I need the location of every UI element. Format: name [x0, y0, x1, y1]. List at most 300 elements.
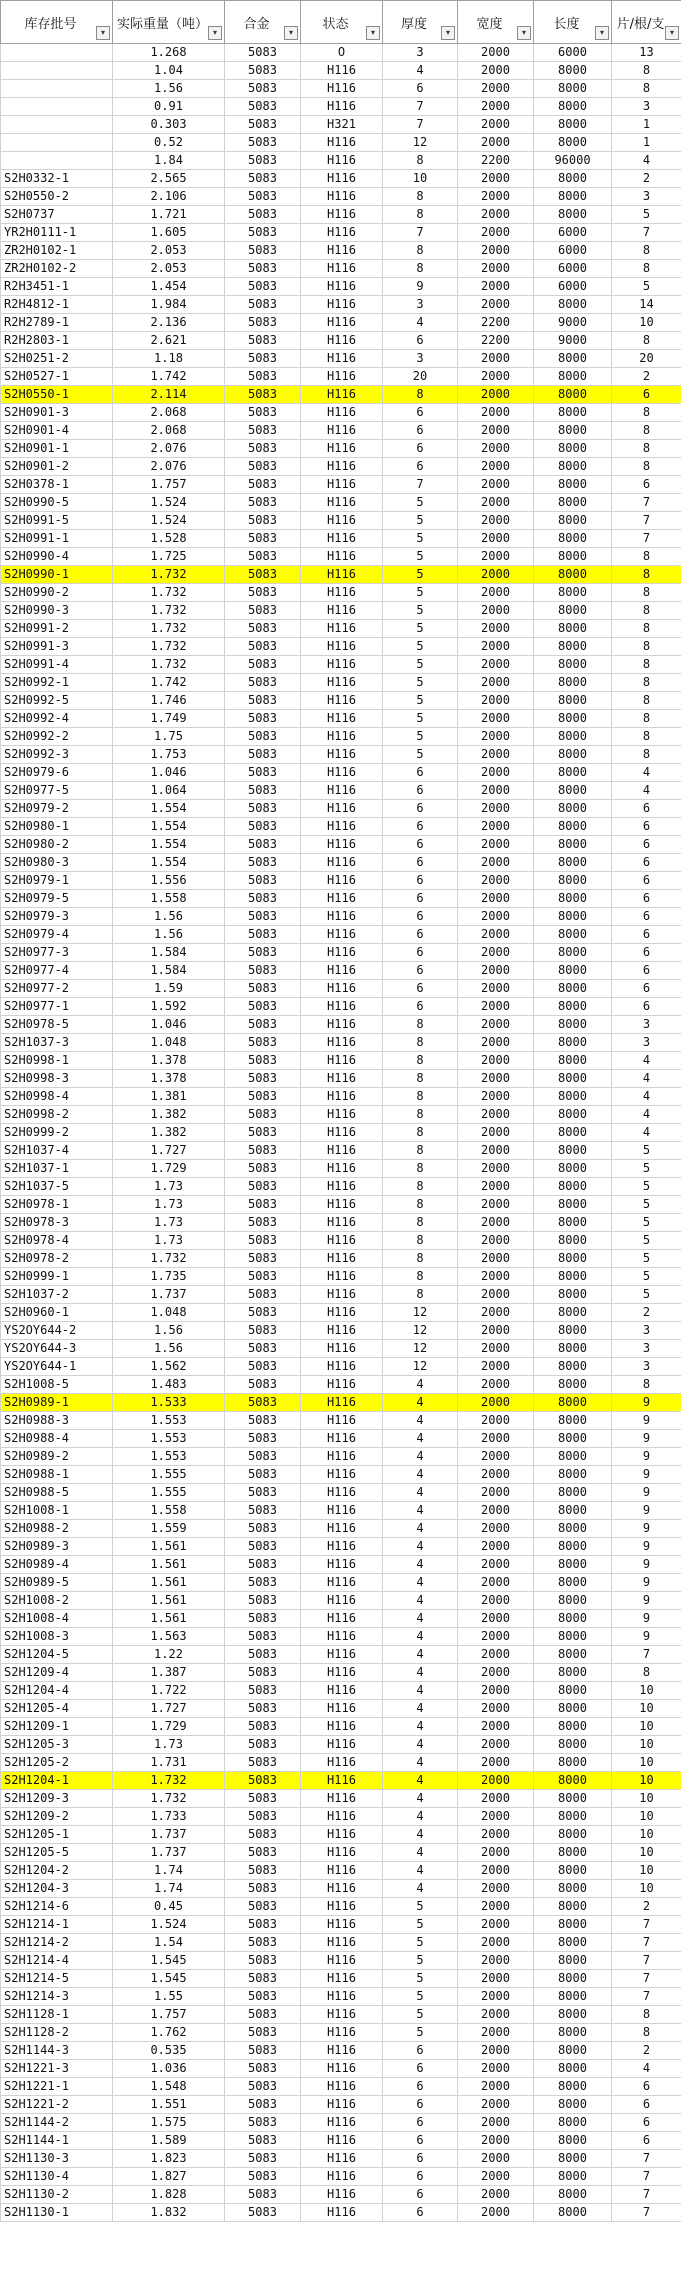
alloy-cell[interactable]: 5083: [225, 926, 301, 944]
pieces-cell[interactable]: 10: [612, 1880, 681, 1898]
batch-no-cell[interactable]: S2H0550-2: [1, 188, 113, 206]
length-cell[interactable]: 8000: [534, 998, 612, 1016]
alloy-cell[interactable]: 5083: [225, 224, 301, 242]
alloy-cell[interactable]: 5083: [225, 1466, 301, 1484]
pieces-cell[interactable]: 10: [612, 314, 681, 332]
weight-cell[interactable]: 1.732: [113, 566, 225, 584]
batch-no-cell[interactable]: S2H0978-5: [1, 1016, 113, 1034]
weight-cell[interactable]: 1.046: [113, 1016, 225, 1034]
batch-no-cell[interactable]: S2H0991-2: [1, 620, 113, 638]
length-cell[interactable]: 8000: [534, 1736, 612, 1754]
temper-cell[interactable]: H116: [301, 1556, 383, 1574]
alloy-cell[interactable]: 5083: [225, 1538, 301, 1556]
alloy-cell[interactable]: 5083: [225, 1484, 301, 1502]
thickness-cell[interactable]: 8: [383, 152, 458, 170]
weight-cell[interactable]: 0.303: [113, 116, 225, 134]
length-cell[interactable]: 8000: [534, 1322, 612, 1340]
width-cell[interactable]: 2000: [458, 1160, 534, 1178]
alloy-cell[interactable]: 5083: [225, 692, 301, 710]
pieces-cell[interactable]: 6: [612, 890, 681, 908]
length-cell[interactable]: 8000: [534, 98, 612, 116]
table-row[interactable]: [1, 1736, 681, 1754]
batch-no-cell[interactable]: S2H1214-3: [1, 1988, 113, 2006]
table-row[interactable]: [1, 206, 681, 224]
pieces-cell[interactable]: 8: [612, 566, 681, 584]
length-cell[interactable]: 8000: [534, 1556, 612, 1574]
batch-no-cell[interactable]: S2H1204-2: [1, 1862, 113, 1880]
width-cell[interactable]: 2000: [458, 1664, 534, 1682]
width-cell[interactable]: 2000: [458, 2024, 534, 2042]
length-cell[interactable]: 8000: [534, 746, 612, 764]
pieces-cell[interactable]: 7: [612, 2150, 681, 2168]
weight-cell[interactable]: 1.73: [113, 1196, 225, 1214]
alloy-cell[interactable]: 5083: [225, 908, 301, 926]
pieces-cell[interactable]: 8: [612, 602, 681, 620]
length-cell[interactable]: 8000: [534, 692, 612, 710]
temper-cell[interactable]: H116: [301, 1790, 383, 1808]
pieces-cell[interactable]: 5: [612, 1178, 681, 1196]
weight-cell[interactable]: 1.729: [113, 1160, 225, 1178]
batch-no-cell[interactable]: S2H1205-1: [1, 1826, 113, 1844]
pieces-cell[interactable]: 7: [612, 1916, 681, 1934]
alloy-cell[interactable]: 5083: [225, 2150, 301, 2168]
temper-cell[interactable]: H116: [301, 1538, 383, 1556]
thickness-cell[interactable]: 8: [383, 1070, 458, 1088]
table-row[interactable]: [1, 728, 681, 746]
table-row[interactable]: [1, 980, 681, 998]
alloy-cell[interactable]: 5083: [225, 1034, 301, 1052]
weight-cell[interactable]: 1.545: [113, 1952, 225, 1970]
batch-no-cell[interactable]: S2H1008-5: [1, 1376, 113, 1394]
pieces-cell[interactable]: 9: [612, 1520, 681, 1538]
table-row[interactable]: [1, 152, 681, 170]
table-row[interactable]: [1, 800, 681, 818]
temper-cell[interactable]: H116: [301, 1844, 383, 1862]
pieces-cell[interactable]: 8: [612, 728, 681, 746]
alloy-cell[interactable]: 5083: [225, 1574, 301, 1592]
table-row[interactable]: [1, 1880, 681, 1898]
pieces-cell[interactable]: 8: [612, 62, 681, 80]
length-cell[interactable]: 8000: [534, 1088, 612, 1106]
table-row[interactable]: [1, 224, 681, 242]
length-cell[interactable]: 8000: [534, 1862, 612, 1880]
pieces-cell[interactable]: 9: [612, 1484, 681, 1502]
length-cell[interactable]: 8000: [534, 1970, 612, 1988]
thickness-cell[interactable]: 6: [383, 980, 458, 998]
alloy-cell[interactable]: 5083: [225, 800, 301, 818]
batch-no-cell[interactable]: S2H0979-1: [1, 872, 113, 890]
pieces-cell[interactable]: 7: [612, 224, 681, 242]
pieces-cell[interactable]: 6: [612, 800, 681, 818]
alloy-cell[interactable]: 5083: [225, 566, 301, 584]
temper-cell[interactable]: H116: [301, 1124, 383, 1142]
alloy-cell[interactable]: 5083: [225, 1736, 301, 1754]
pieces-cell[interactable]: 8: [612, 242, 681, 260]
batch-no-cell[interactable]: S2H1204-3: [1, 1880, 113, 1898]
weight-cell[interactable]: 1.036: [113, 2060, 225, 2078]
thickness-cell[interactable]: 6: [383, 818, 458, 836]
header-actual-weight[interactable]: [113, 1, 225, 44]
temper-cell[interactable]: H116: [301, 1268, 383, 1286]
batch-no-cell[interactable]: S2H0988-4: [1, 1430, 113, 1448]
temper-cell[interactable]: H116: [301, 1088, 383, 1106]
weight-cell[interactable]: 1.762: [113, 2024, 225, 2042]
width-cell[interactable]: 2000: [458, 1214, 534, 1232]
thickness-cell[interactable]: 4: [383, 1880, 458, 1898]
weight-cell[interactable]: 1.742: [113, 674, 225, 692]
weight-cell[interactable]: 1.561: [113, 1574, 225, 1592]
alloy-cell[interactable]: 5083: [225, 1880, 301, 1898]
width-cell[interactable]: 2000: [458, 170, 534, 188]
pieces-cell[interactable]: 4: [612, 1106, 681, 1124]
pieces-cell[interactable]: 8: [612, 710, 681, 728]
thickness-cell[interactable]: 6: [383, 2204, 458, 2222]
weight-cell[interactable]: 1.73: [113, 1232, 225, 1250]
temper-cell[interactable]: H116: [301, 1736, 383, 1754]
pieces-cell[interactable]: 7: [612, 1952, 681, 1970]
length-cell[interactable]: 8000: [534, 1286, 612, 1304]
width-cell[interactable]: 2000: [458, 854, 534, 872]
table-row[interactable]: [1, 2186, 681, 2204]
weight-cell[interactable]: 1.553: [113, 1412, 225, 1430]
weight-cell[interactable]: 1.563: [113, 1628, 225, 1646]
temper-cell[interactable]: H116: [301, 458, 383, 476]
width-cell[interactable]: 2000: [458, 2006, 534, 2024]
weight-cell[interactable]: 2.621: [113, 332, 225, 350]
weight-cell[interactable]: 2.068: [113, 404, 225, 422]
alloy-cell[interactable]: 5083: [225, 188, 301, 206]
filter-dropdown-icon[interactable]: ▾: [595, 26, 609, 40]
alloy-cell[interactable]: 5083: [225, 1772, 301, 1790]
width-cell[interactable]: 2000: [458, 1106, 534, 1124]
table-row[interactable]: [1, 620, 681, 638]
table-row[interactable]: [1, 1484, 681, 1502]
weight-cell[interactable]: 1.382: [113, 1106, 225, 1124]
batch-no-cell[interactable]: S2H0989-3: [1, 1538, 113, 1556]
table-row[interactable]: [1, 2204, 681, 2222]
pieces-cell[interactable]: 8: [612, 404, 681, 422]
thickness-cell[interactable]: 4: [383, 1610, 458, 1628]
pieces-cell[interactable]: 3: [612, 188, 681, 206]
temper-cell[interactable]: H116: [301, 692, 383, 710]
table-row[interactable]: [1, 80, 681, 98]
thickness-cell[interactable]: 6: [383, 2096, 458, 2114]
pieces-cell[interactable]: 9: [612, 1556, 681, 1574]
thickness-cell[interactable]: 5: [383, 656, 458, 674]
temper-cell[interactable]: H116: [301, 260, 383, 278]
weight-cell[interactable]: 1.545: [113, 1970, 225, 1988]
thickness-cell[interactable]: 8: [383, 188, 458, 206]
alloy-cell[interactable]: 5083: [225, 1754, 301, 1772]
temper-cell[interactable]: H116: [301, 1394, 383, 1412]
table-row[interactable]: [1, 116, 681, 134]
temper-cell[interactable]: H116: [301, 1232, 383, 1250]
pieces-cell[interactable]: 6: [612, 872, 681, 890]
length-cell[interactable]: 8000: [534, 1232, 612, 1250]
pieces-cell[interactable]: 5: [612, 278, 681, 296]
table-row[interactable]: [1, 422, 681, 440]
weight-cell[interactable]: 1.378: [113, 1052, 225, 1070]
table-row[interactable]: [1, 530, 681, 548]
batch-no-cell[interactable]: S2H0979-2: [1, 800, 113, 818]
batch-no-cell[interactable]: [1, 134, 113, 152]
pieces-cell[interactable]: 8: [612, 674, 681, 692]
thickness-cell[interactable]: 6: [383, 764, 458, 782]
batch-no-cell[interactable]: S2H1008-2: [1, 1592, 113, 1610]
table-row[interactable]: [1, 818, 681, 836]
width-cell[interactable]: 2000: [458, 1268, 534, 1286]
table-row[interactable]: [1, 1196, 681, 1214]
table-row[interactable]: [1, 710, 681, 728]
temper-cell[interactable]: H116: [301, 890, 383, 908]
alloy-cell[interactable]: 5083: [225, 2006, 301, 2024]
pieces-cell[interactable]: 10: [612, 1790, 681, 1808]
table-row[interactable]: [1, 1016, 681, 1034]
batch-no-cell[interactable]: S2H0991-1: [1, 530, 113, 548]
thickness-cell[interactable]: 4: [383, 1844, 458, 1862]
thickness-cell[interactable]: 4: [383, 62, 458, 80]
alloy-cell[interactable]: 5083: [225, 1232, 301, 1250]
alloy-cell[interactable]: 5083: [225, 62, 301, 80]
temper-cell[interactable]: H116: [301, 584, 383, 602]
temper-cell[interactable]: H116: [301, 2132, 383, 2150]
weight-cell[interactable]: 1.73: [113, 1736, 225, 1754]
weight-cell[interactable]: 1.483: [113, 1376, 225, 1394]
pieces-cell[interactable]: 10: [612, 1754, 681, 1772]
pieces-cell[interactable]: 7: [612, 1988, 681, 2006]
batch-no-cell[interactable]: S2H1214-1: [1, 1916, 113, 1934]
width-cell[interactable]: 2000: [458, 1772, 534, 1790]
alloy-cell[interactable]: 5083: [225, 620, 301, 638]
batch-no-cell[interactable]: S2H0977-4: [1, 962, 113, 980]
width-cell[interactable]: 2000: [458, 1088, 534, 1106]
weight-cell[interactable]: 1.732: [113, 620, 225, 638]
weight-cell[interactable]: 1.378: [113, 1070, 225, 1088]
alloy-cell[interactable]: 5083: [225, 278, 301, 296]
length-cell[interactable]: 8000: [534, 548, 612, 566]
weight-cell[interactable]: 1.555: [113, 1466, 225, 1484]
thickness-cell[interactable]: 8: [383, 206, 458, 224]
temper-cell[interactable]: H116: [301, 1412, 383, 1430]
temper-cell[interactable]: H116: [301, 926, 383, 944]
width-cell[interactable]: 2000: [458, 242, 534, 260]
thickness-cell[interactable]: 5: [383, 620, 458, 638]
batch-no-cell[interactable]: S2H0992-4: [1, 710, 113, 728]
length-cell[interactable]: 8000: [534, 1880, 612, 1898]
temper-cell[interactable]: H116: [301, 476, 383, 494]
weight-cell[interactable]: 1.732: [113, 1790, 225, 1808]
alloy-cell[interactable]: 5083: [225, 170, 301, 188]
length-cell[interactable]: 8000: [534, 638, 612, 656]
table-row[interactable]: [1, 332, 681, 350]
temper-cell[interactable]: H321: [301, 116, 383, 134]
thickness-cell[interactable]: 8: [383, 1214, 458, 1232]
batch-no-cell[interactable]: S2H0979-5: [1, 890, 113, 908]
batch-no-cell[interactable]: S2H0988-1: [1, 1466, 113, 1484]
batch-no-cell[interactable]: [1, 116, 113, 134]
weight-cell[interactable]: 1.548: [113, 2078, 225, 2096]
pieces-cell[interactable]: 8: [612, 2006, 681, 2024]
pieces-cell[interactable]: 6: [612, 944, 681, 962]
batch-no-cell[interactable]: S2H1204-1: [1, 1772, 113, 1790]
weight-cell[interactable]: 1.737: [113, 1286, 225, 1304]
header-thickness[interactable]: [383, 1, 458, 44]
table-row[interactable]: [1, 1286, 681, 1304]
alloy-cell[interactable]: 5083: [225, 1250, 301, 1268]
temper-cell[interactable]: H116: [301, 278, 383, 296]
temper-cell[interactable]: H116: [301, 2042, 383, 2060]
alloy-cell[interactable]: 5083: [225, 1214, 301, 1232]
thickness-cell[interactable]: 6: [383, 800, 458, 818]
batch-no-cell[interactable]: S2H1130-2: [1, 2186, 113, 2204]
length-cell[interactable]: 8000: [534, 1934, 612, 1952]
pieces-cell[interactable]: 9: [612, 1502, 681, 1520]
temper-cell[interactable]: H116: [301, 2096, 383, 2114]
length-cell[interactable]: 8000: [534, 1574, 612, 1592]
weight-cell[interactable]: 1.727: [113, 1142, 225, 1160]
table-row[interactable]: [1, 458, 681, 476]
pieces-cell[interactable]: 3: [612, 1034, 681, 1052]
thickness-cell[interactable]: 7: [383, 98, 458, 116]
batch-no-cell[interactable]: S2H0978-1: [1, 1196, 113, 1214]
table-row[interactable]: [1, 1862, 681, 1880]
batch-no-cell[interactable]: S2H0991-3: [1, 638, 113, 656]
header-width[interactable]: [458, 1, 534, 44]
pieces-cell[interactable]: 10: [612, 1700, 681, 1718]
table-row[interactable]: [1, 1232, 681, 1250]
weight-cell[interactable]: 1.048: [113, 1034, 225, 1052]
table-row[interactable]: [1, 314, 681, 332]
length-cell[interactable]: 8000: [534, 1916, 612, 1934]
alloy-cell[interactable]: 5083: [225, 602, 301, 620]
width-cell[interactable]: 2000: [458, 116, 534, 134]
length-cell[interactable]: 6000: [534, 224, 612, 242]
thickness-cell[interactable]: 12: [383, 1358, 458, 1376]
pieces-cell[interactable]: 1: [612, 116, 681, 134]
thickness-cell[interactable]: 6: [383, 422, 458, 440]
width-cell[interactable]: 2000: [458, 1178, 534, 1196]
width-cell[interactable]: 2000: [458, 818, 534, 836]
weight-cell[interactable]: 1.56: [113, 908, 225, 926]
thickness-cell[interactable]: 3: [383, 44, 458, 62]
length-cell[interactable]: 6000: [534, 44, 612, 62]
width-cell[interactable]: 2000: [458, 890, 534, 908]
length-cell[interactable]: 8000: [534, 1682, 612, 1700]
temper-cell[interactable]: H116: [301, 530, 383, 548]
alloy-cell[interactable]: 5083: [225, 206, 301, 224]
batch-no-cell[interactable]: S2H0991-5: [1, 512, 113, 530]
width-cell[interactable]: 2000: [458, 1826, 534, 1844]
width-cell[interactable]: 2000: [458, 1052, 534, 1070]
table-row[interactable]: [1, 1502, 681, 1520]
width-cell[interactable]: 2000: [458, 1358, 534, 1376]
weight-cell[interactable]: 1.558: [113, 890, 225, 908]
thickness-cell[interactable]: 4: [383, 1574, 458, 1592]
batch-no-cell[interactable]: S2H1209-4: [1, 1664, 113, 1682]
thickness-cell[interactable]: 8: [383, 260, 458, 278]
length-cell[interactable]: 9000: [534, 332, 612, 350]
thickness-cell[interactable]: 4: [383, 1790, 458, 1808]
width-cell[interactable]: 2000: [458, 296, 534, 314]
table-row[interactable]: [1, 1052, 681, 1070]
table-row[interactable]: [1, 872, 681, 890]
temper-cell[interactable]: H116: [301, 404, 383, 422]
width-cell[interactable]: 2000: [458, 782, 534, 800]
weight-cell[interactable]: 1.73: [113, 1178, 225, 1196]
thickness-cell[interactable]: 7: [383, 224, 458, 242]
batch-no-cell[interactable]: S2H0901-2: [1, 458, 113, 476]
length-cell[interactable]: 8000: [534, 2060, 612, 2078]
temper-cell[interactable]: H116: [301, 998, 383, 1016]
temper-cell[interactable]: H116: [301, 2060, 383, 2078]
weight-cell[interactable]: 1.382: [113, 1124, 225, 1142]
batch-no-cell[interactable]: S2H1037-4: [1, 1142, 113, 1160]
temper-cell[interactable]: H116: [301, 1178, 383, 1196]
pieces-cell[interactable]: 1: [612, 134, 681, 152]
thickness-cell[interactable]: 6: [383, 404, 458, 422]
pieces-cell[interactable]: 10: [612, 1772, 681, 1790]
table-row[interactable]: [1, 998, 681, 1016]
length-cell[interactable]: 8000: [534, 2006, 612, 2024]
table-row[interactable]: [1, 656, 681, 674]
table-row[interactable]: [1, 782, 681, 800]
width-cell[interactable]: 2000: [458, 1034, 534, 1052]
thickness-cell[interactable]: 9: [383, 278, 458, 296]
width-cell[interactable]: 2000: [458, 1952, 534, 1970]
width-cell[interactable]: 2000: [458, 1700, 534, 1718]
table-row[interactable]: [1, 638, 681, 656]
length-cell[interactable]: 8000: [534, 1592, 612, 1610]
length-cell[interactable]: 8000: [534, 1484, 612, 1502]
pieces-cell[interactable]: 7: [612, 2168, 681, 2186]
batch-no-cell[interactable]: S2H0990-1: [1, 566, 113, 584]
alloy-cell[interactable]: 5083: [225, 350, 301, 368]
thickness-cell[interactable]: 5: [383, 494, 458, 512]
batch-no-cell[interactable]: S2H0251-2: [1, 350, 113, 368]
weight-cell[interactable]: 1.725: [113, 548, 225, 566]
table-row[interactable]: [1, 1844, 681, 1862]
thickness-cell[interactable]: 4: [383, 1484, 458, 1502]
alloy-cell[interactable]: 5083: [225, 1394, 301, 1412]
weight-cell[interactable]: 1.827: [113, 2168, 225, 2186]
thickness-cell[interactable]: 6: [383, 2078, 458, 2096]
pieces-cell[interactable]: 5: [612, 1268, 681, 1286]
thickness-cell[interactable]: 8: [383, 1160, 458, 1178]
width-cell[interactable]: 2000: [458, 1124, 534, 1142]
temper-cell[interactable]: H116: [301, 1646, 383, 1664]
temper-cell[interactable]: H116: [301, 548, 383, 566]
table-row[interactable]: [1, 1772, 681, 1790]
batch-no-cell[interactable]: S2H0901-1: [1, 440, 113, 458]
width-cell[interactable]: 2000: [458, 746, 534, 764]
length-cell[interactable]: 8000: [534, 1844, 612, 1862]
thickness-cell[interactable]: 6: [383, 2132, 458, 2150]
length-cell[interactable]: 8000: [534, 1520, 612, 1538]
pieces-cell[interactable]: 8: [612, 458, 681, 476]
alloy-cell[interactable]: 5083: [225, 1052, 301, 1070]
temper-cell[interactable]: H116: [301, 2078, 383, 2096]
width-cell[interactable]: 2000: [458, 2150, 534, 2168]
alloy-cell[interactable]: 5083: [225, 2024, 301, 2042]
width-cell[interactable]: 2000: [458, 710, 534, 728]
weight-cell[interactable]: 1.584: [113, 944, 225, 962]
length-cell[interactable]: 8000: [534, 836, 612, 854]
length-cell[interactable]: 8000: [534, 1664, 612, 1682]
alloy-cell[interactable]: 5083: [225, 1358, 301, 1376]
pieces-cell[interactable]: 9: [612, 1538, 681, 1556]
width-cell[interactable]: 2000: [458, 1286, 534, 1304]
thickness-cell[interactable]: 8: [383, 1178, 458, 1196]
